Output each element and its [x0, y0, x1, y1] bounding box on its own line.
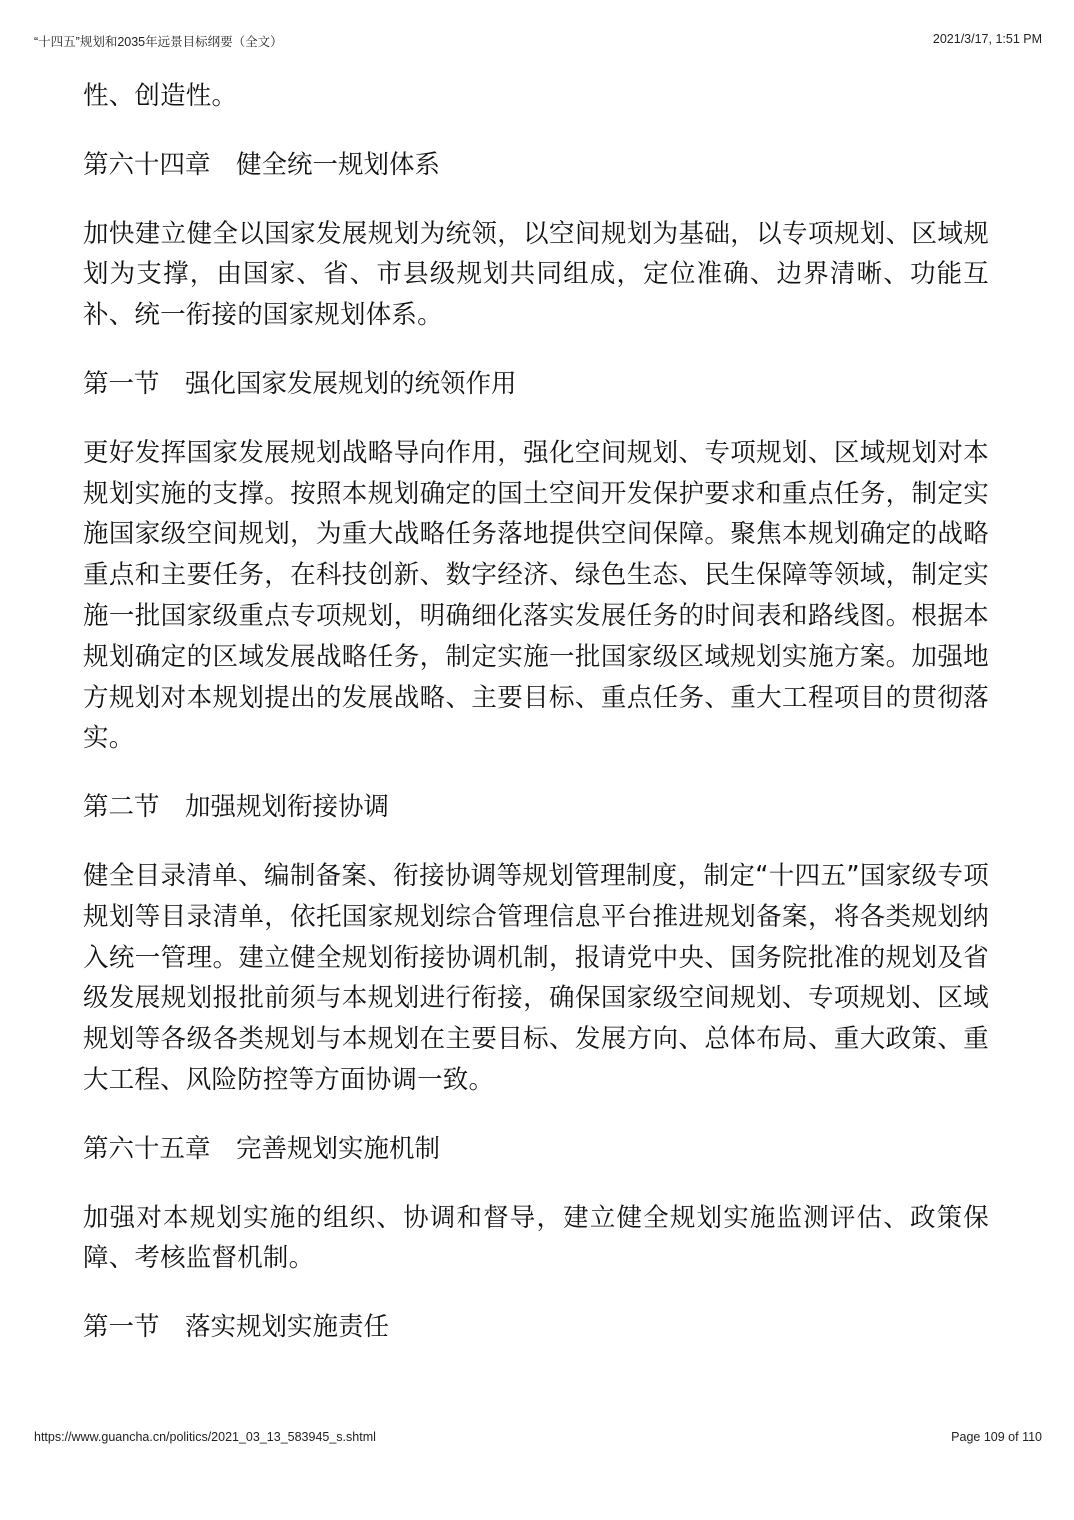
header-datetime: 2021/3/17, 1:51 PM — [932, 32, 1042, 46]
section-heading: 第二节 加强规划衔接协调 — [83, 792, 390, 823]
page-number: Page 109 of 110 — [951, 1430, 1042, 1444]
paragraph: 更好发挥国家发展规划战略导向作用，强化空间规划、专项规划、区域规划对本规划实施的支撑。按照本规划确定的国土空间开发保护要求和重点任务，制定实施国家级空间规划，为重大战略任务落地提供空间保障。聚焦本规划确定的战略重点和主要任务，在科技创新、数字经济、绿色生态、民生保障等领域，制定实施一批国家级重点专项规划，明确细化落实发展任务的时间表和路线图。根据本规划确定的区域发展战略任务，制定实施一批国家级区域规划实施方案。加强地方规划对本规划提出的发展战略、主要目标、重点任务、重大工程项目的贯彻落实。 — [83, 437, 989, 754]
paragraph: 性、创造性。 — [83, 81, 238, 111]
section-heading: 第一节 落实规划实施责任 — [83, 1312, 390, 1343]
paragraph: 健全目录清单、编制备案、衔接协调等规划管理制度，制定“十四五”国家级专项规划等目录清单，依托国家规划综合管理信息平台推进规划备案，将各类规划纳入统一管理。建立健全规划衔接协调机制，报请党中央、国务院批准的规划及省级发展规划报批前须与本规划进行衔接，确保国家级空间规划、专项规划、区域规划等各级各类规划与本规划在主要目标、发展方向、总体布局、重大政策、重大工程、风险防控等方面协调一致。 — [83, 860, 989, 1095]
section-heading: 第一节 强化国家发展规划的统领作用 — [83, 368, 517, 399]
document-body — [83, 76, 989, 1348]
footer-url[interactable]: https://www.guancha.cn/politics/2021_03_13_583945_s.shtml — [34, 1430, 376, 1444]
header-title: “十四五”规划和2035年远景目标纲要（全文） — [34, 35, 283, 49]
paragraph: 加快建立健全以国家发展规划为统领，以空间规划为基础，以专项规划、区域规划为支撑，由国家、省、市县级规划共同组成，定位准确、边界清晰、功能互补、统一衔接的国家规划体系。 — [83, 218, 989, 331]
page-footer — [34, 1430, 1042, 1444]
chapter-heading: 第六十五章 完善规划实施机制 — [83, 1133, 441, 1164]
page-header — [34, 32, 1042, 50]
chapter-heading: 第六十四章 健全统一规划体系 — [83, 149, 441, 180]
paragraph: 加强对本规划实施的组织、协调和督导，建立健全规划实施监测评估、政策保障、考核监督机制。 — [83, 1202, 989, 1274]
